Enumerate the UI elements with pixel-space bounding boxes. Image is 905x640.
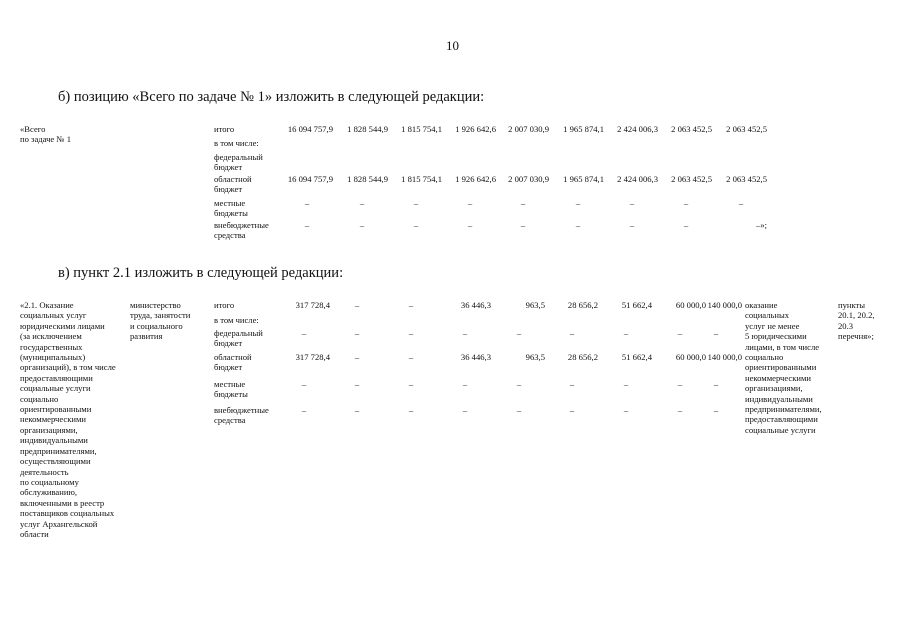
value-cell: 1 926 642,6 — [455, 124, 496, 134]
funding-source-label — [214, 352, 252, 373]
text-line: бюджет — [214, 338, 243, 349]
value-cell: 317 728,4 — [295, 352, 330, 362]
funding-source-label — [214, 124, 234, 134]
value-cell: – — [413, 198, 419, 208]
value-cell: 60 000,0 — [675, 300, 706, 310]
value-cell: 51 662,4 — [621, 300, 652, 310]
text-line: социально — [20, 393, 59, 404]
text-line: итого — [214, 124, 235, 134]
value-cell: – — [516, 328, 522, 338]
text-line: 5 юридическими — [745, 331, 807, 342]
value-cell: – — [301, 379, 307, 389]
text-line: предпринимателями, — [20, 445, 97, 456]
text-line: «Всего — [20, 124, 46, 134]
text-line: средства — [214, 230, 246, 241]
text-line: предоставляющими — [20, 372, 93, 383]
value-cell: –»; — [756, 220, 767, 230]
text-line: деятельность — [20, 466, 69, 477]
value-cell: 2 063 452,5 — [671, 174, 712, 184]
funding-source-label — [214, 198, 248, 219]
text-line: услуг Архангельской — [20, 518, 98, 529]
section-v-heading: в) пункт 2.1 изложить в следующей редакции: — [58, 265, 344, 281]
text-line: и социального — [130, 320, 183, 331]
value-cell: 1 828 544,9 — [347, 174, 388, 184]
value-cell: 28 656,2 — [567, 300, 598, 310]
value-cell: – — [462, 405, 468, 415]
text-line: социальные услуги — [20, 383, 91, 394]
text-line: бюджет — [214, 362, 243, 373]
text-line: внебюджетные — [214, 220, 269, 230]
text-line: (муниципальных) — [20, 352, 86, 363]
value-cell: 2 007 030,9 — [508, 174, 549, 184]
text-line: обслуживанию, — [20, 487, 78, 498]
section-v-reference — [838, 300, 900, 342]
value-cell: – — [354, 379, 360, 389]
value-cell: – — [569, 379, 575, 389]
value-cell: – — [354, 352, 360, 362]
text-line: области — [20, 528, 49, 539]
section-v-item-description — [20, 300, 132, 539]
text-line: включенными в реестр — [20, 497, 105, 508]
section-v-expected-result — [745, 300, 840, 435]
text-line: поставщиков социальных — [20, 508, 115, 519]
value-cell: – — [569, 328, 575, 338]
value-cell: – — [516, 379, 522, 389]
text-line: осуществляющими — [20, 456, 91, 467]
value-cell: – — [713, 379, 719, 389]
text-line: оказание — [745, 300, 778, 310]
value-cell: – — [629, 220, 635, 230]
value-cell: 2 063 452,5 — [726, 174, 767, 184]
text-line: 20.1, 20.2, — [838, 310, 875, 321]
value-cell: – — [408, 328, 414, 338]
text-line: перечня»; — [838, 331, 874, 342]
value-cell: – — [359, 220, 365, 230]
page-number: 10 — [446, 38, 459, 53]
value-cell: 1 815 754,1 — [401, 124, 442, 134]
value-cell: – — [467, 198, 473, 208]
value-cell: – — [677, 405, 683, 415]
text-line: предпринимателями, — [745, 404, 822, 415]
value-cell: 140 000,0 — [707, 352, 742, 362]
value-cell: – — [569, 405, 575, 415]
text-line: федеральный — [214, 328, 263, 338]
text-line: развития — [130, 331, 163, 342]
text-line: организаций), в том числе — [20, 362, 116, 373]
text-line: (за исключением — [20, 331, 82, 342]
value-cell: 16 094 757,9 — [287, 124, 333, 134]
value-cell: – — [683, 220, 689, 230]
text-line: социальные услуги — [745, 424, 816, 435]
value-cell: 2 424 006,3 — [617, 124, 658, 134]
value-cell: 1 926 642,6 — [455, 174, 496, 184]
funding-source-label — [214, 152, 263, 173]
value-cell: – — [623, 405, 629, 415]
text-line: организациями, — [20, 424, 78, 435]
value-cell: 36 446,3 — [460, 300, 491, 310]
value-cell: – — [713, 328, 719, 338]
text-line: 20.3 — [838, 320, 854, 331]
funding-source-label — [214, 174, 252, 195]
funding-source-label — [214, 220, 269, 241]
value-cell: – — [629, 198, 635, 208]
text-line: лицами, в том числе — [745, 341, 820, 352]
value-cell: – — [575, 198, 581, 208]
value-cell: – — [354, 328, 360, 338]
text-line: государственных — [20, 341, 83, 352]
value-cell: – — [520, 198, 526, 208]
text-line: итого — [214, 300, 235, 310]
funding-source-label — [214, 379, 248, 400]
value-cell: – — [462, 328, 468, 338]
value-cell: – — [354, 300, 360, 310]
text-line: социальных — [745, 310, 790, 321]
value-cell: – — [575, 220, 581, 230]
value-cell: – — [677, 379, 683, 389]
text-line: бюджет — [214, 184, 243, 195]
value-cell: 2 063 452,5 — [726, 124, 767, 134]
text-line: ориентированными — [745, 362, 817, 373]
value-cell: – — [408, 379, 414, 389]
value-cell: – — [683, 198, 689, 208]
text-line: местные — [214, 379, 246, 389]
value-cell: – — [623, 328, 629, 338]
value-cell: 963,5 — [525, 300, 545, 310]
text-line: социально — [745, 352, 784, 363]
value-cell: – — [408, 405, 414, 415]
text-line: индивидуальными — [20, 435, 88, 446]
funding-source-label — [214, 315, 259, 325]
funding-source-label — [214, 300, 234, 310]
value-cell: – — [738, 198, 744, 208]
value-cell: – — [408, 300, 414, 310]
text-line: бюджет — [214, 162, 243, 173]
text-line: услуг не менее — [745, 320, 800, 331]
value-cell: – — [516, 405, 522, 415]
text-line: министерство — [130, 300, 181, 310]
value-cell: – — [359, 198, 365, 208]
value-cell: 317 728,4 — [295, 300, 330, 310]
text-line: в том числе: — [214, 315, 259, 325]
text-line: организациями, — [745, 383, 803, 394]
value-cell: – — [623, 379, 629, 389]
value-cell: 1 815 754,1 — [401, 174, 442, 184]
value-cell: 2 424 006,3 — [617, 174, 658, 184]
text-line: некоммерческими — [20, 414, 87, 425]
value-cell: – — [301, 328, 307, 338]
text-line: юридическими лицами — [20, 320, 105, 331]
text-line: внебюджетные — [214, 405, 269, 415]
text-line: по задаче № 1 — [20, 134, 72, 145]
text-line: федеральный — [214, 152, 263, 162]
value-cell: – — [520, 220, 526, 230]
value-cell: 1 828 544,9 — [347, 124, 388, 134]
text-line: труда, занятости — [130, 310, 191, 321]
value-cell: – — [677, 328, 683, 338]
text-line: по социальному — [20, 476, 79, 487]
value-cell: – — [301, 405, 307, 415]
text-line: бюджеты — [214, 208, 248, 219]
value-cell: 2 063 452,5 — [671, 124, 712, 134]
text-line: областной — [214, 174, 252, 184]
text-line: «2.1. Оказание — [20, 300, 74, 310]
text-line: индивидуальными — [745, 393, 813, 404]
text-line: некоммерческими — [745, 372, 812, 383]
section-b-heading: б) позицию «Всего по задаче № 1» изложить в следующей редакции: — [58, 89, 485, 105]
text-line: местные — [214, 198, 246, 208]
funding-source-label — [214, 405, 269, 426]
text-line: бюджеты — [214, 389, 248, 400]
text-line: пункты — [838, 300, 866, 310]
text-line: в том числе: — [214, 138, 259, 148]
value-cell: – — [467, 220, 473, 230]
text-line: ориентированными — [20, 404, 92, 415]
funding-source-label — [214, 328, 263, 349]
value-cell: 60 000,0 — [675, 352, 706, 362]
section-v-executor — [130, 300, 214, 342]
value-cell: – — [304, 220, 310, 230]
funding-source-label — [214, 138, 259, 148]
value-cell: – — [354, 405, 360, 415]
value-cell: 140 000,0 — [707, 300, 742, 310]
value-cell: 28 656,2 — [567, 352, 598, 362]
section-b-row-title — [20, 124, 71, 145]
value-cell: – — [462, 379, 468, 389]
value-cell: – — [304, 198, 310, 208]
text-line: социальных услуг — [20, 310, 87, 321]
value-cell: 963,5 — [525, 352, 545, 362]
value-cell: – — [408, 352, 414, 362]
value-cell: 2 007 030,9 — [508, 124, 549, 134]
value-cell: – — [713, 405, 719, 415]
text-line: средства — [214, 415, 246, 426]
value-cell: 36 446,3 — [460, 352, 491, 362]
value-cell: 1 965 874,1 — [563, 124, 604, 134]
text-line: областной — [214, 352, 252, 362]
value-cell: 51 662,4 — [621, 352, 652, 362]
value-cell: – — [413, 220, 419, 230]
value-cell: 1 965 874,1 — [563, 174, 604, 184]
text-line: предоставляющими — [745, 414, 818, 425]
value-cell: 16 094 757,9 — [287, 174, 333, 184]
